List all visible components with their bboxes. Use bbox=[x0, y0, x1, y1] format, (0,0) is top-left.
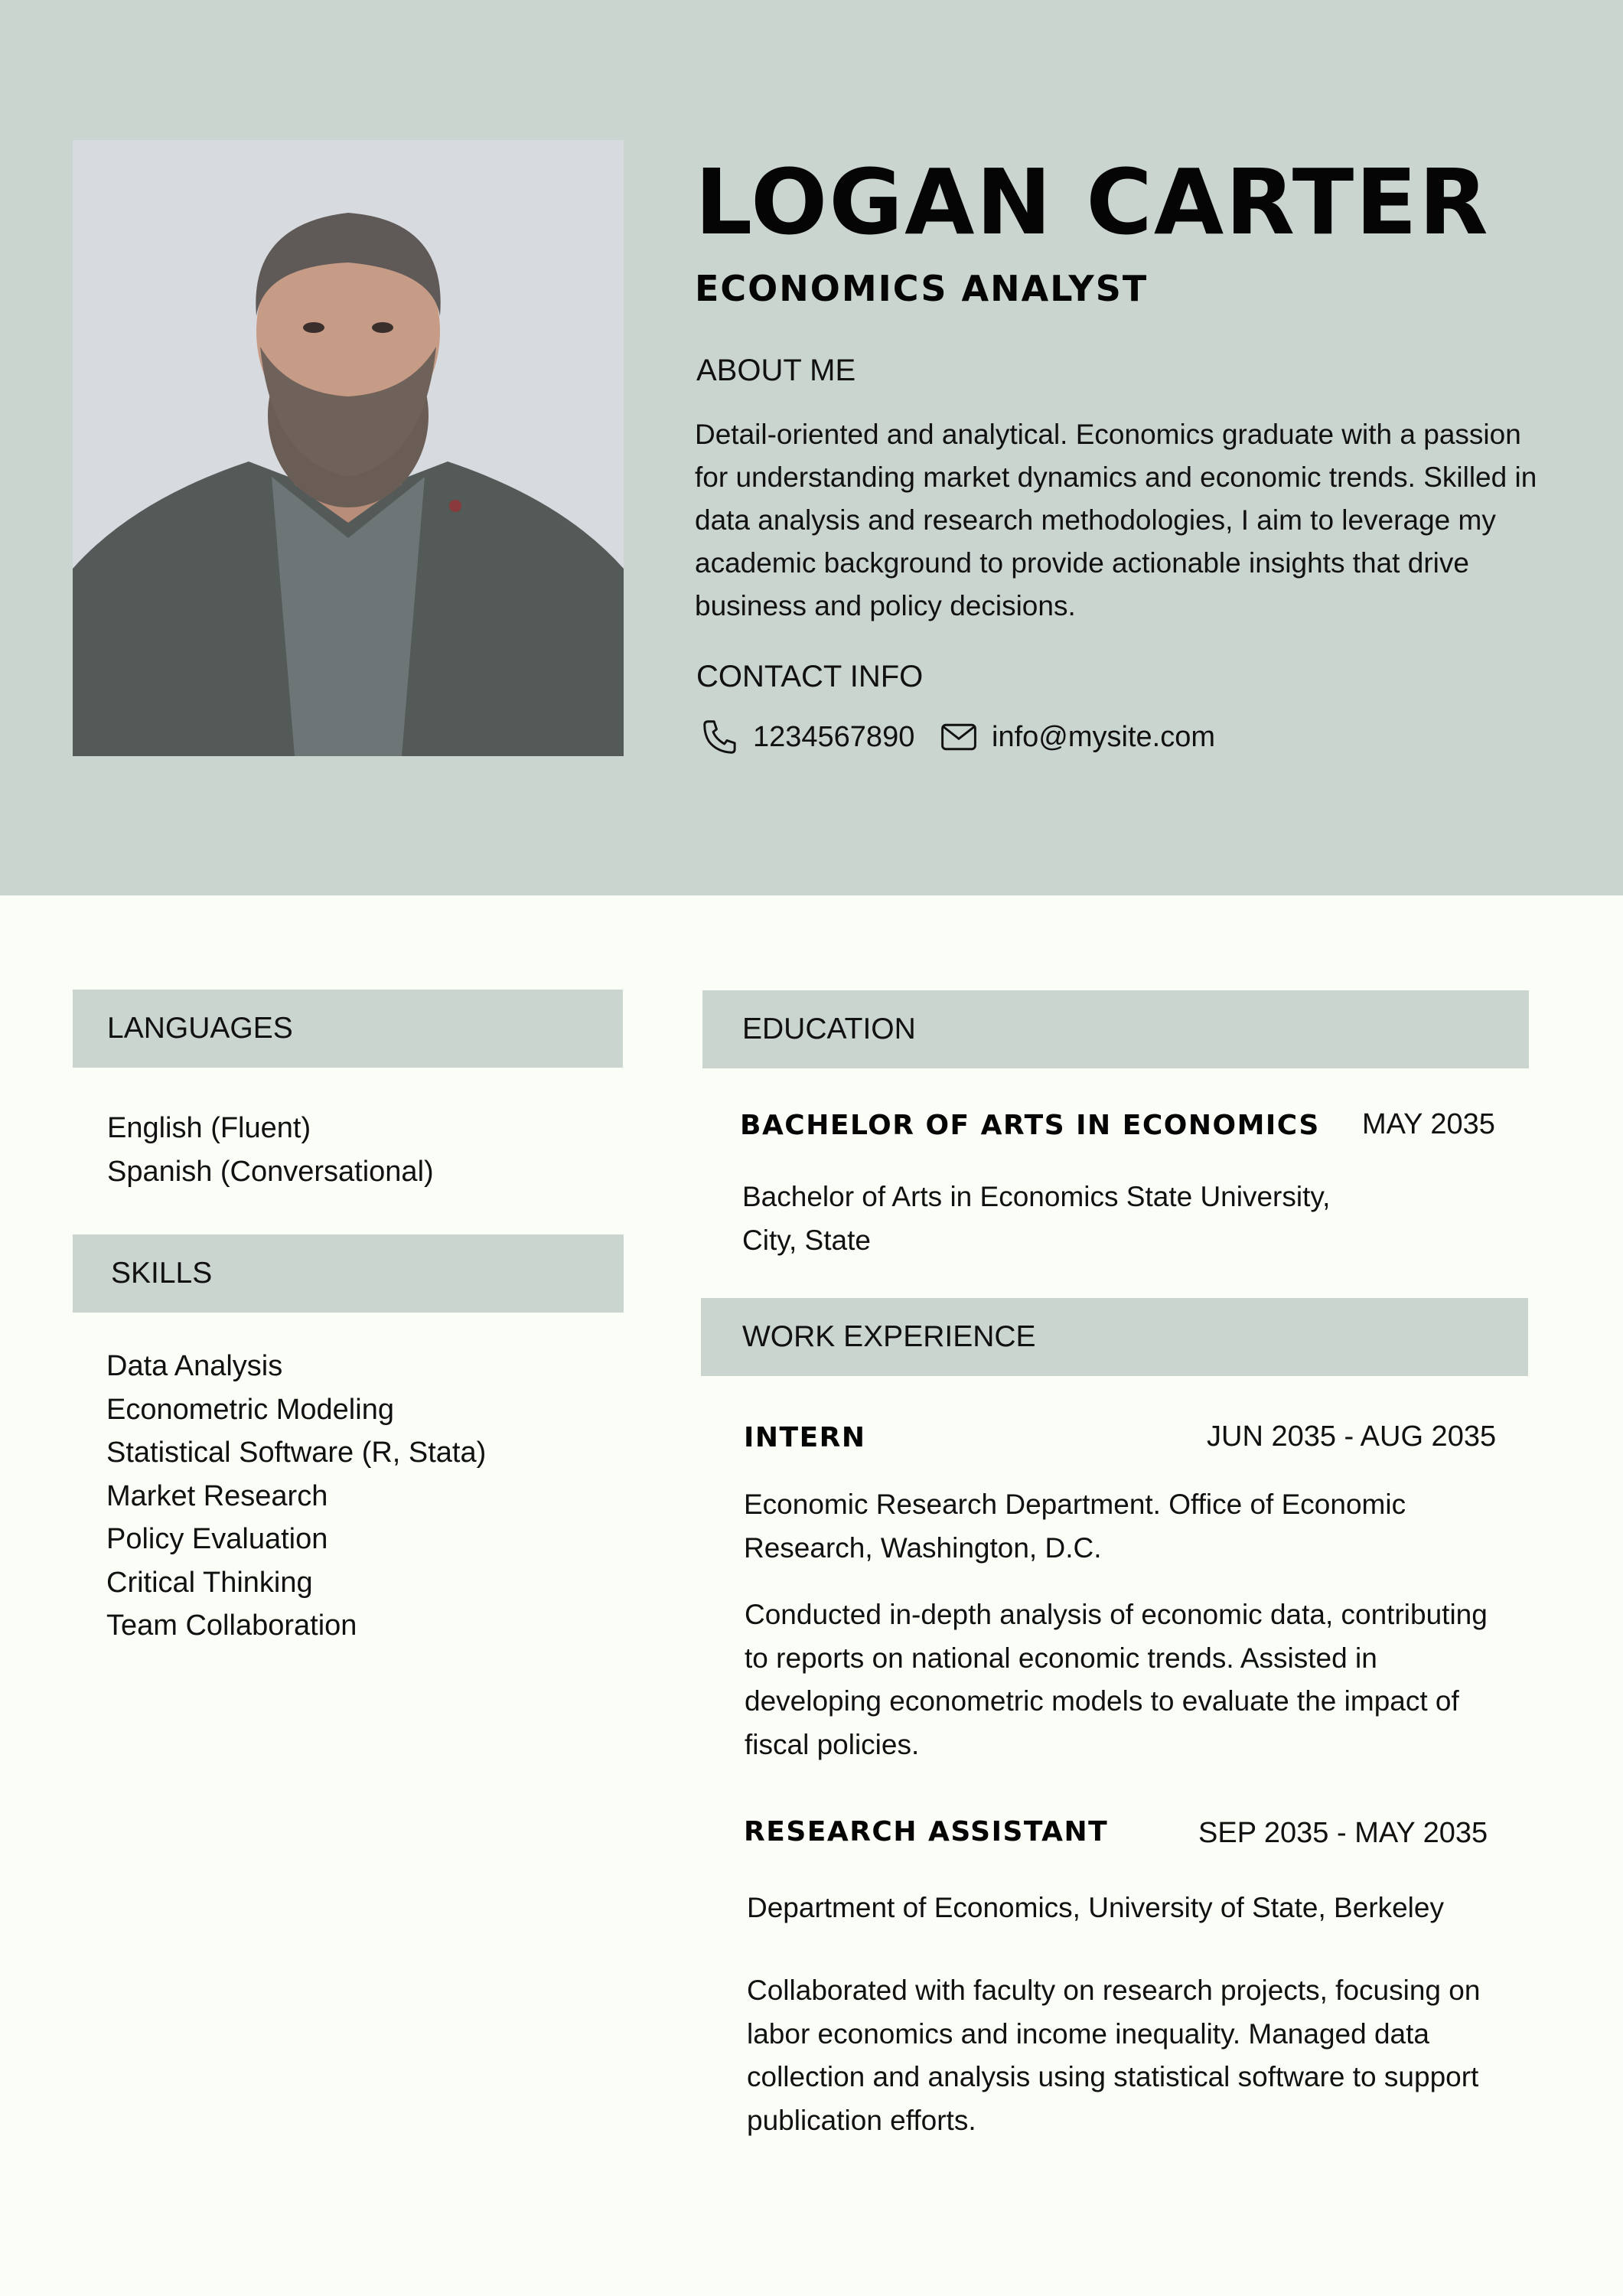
job-org-research-assistant: Department of Economics, University of State, Berkeley bbox=[747, 1892, 1444, 1923]
education-heading: EDUCATION bbox=[742, 1013, 916, 1045]
skills-heading: SKILLS bbox=[111, 1257, 213, 1290]
profile-photo bbox=[73, 140, 624, 756]
phone-contact[interactable] bbox=[699, 716, 914, 758]
degree-title: BACHELOR OF ARTS IN ECONOMICS bbox=[740, 1110, 1320, 1141]
education-bar bbox=[702, 990, 1529, 1068]
languages-heading: LANGUAGES bbox=[107, 1012, 293, 1045]
skill-item: Econometric Modeling bbox=[106, 1393, 394, 1426]
job-desc-intern: Conducted in-depth analysis of economic data, contributing to reports on national economic trends. Assisted in developing econometric models to evaluate the impact of fiscal policies. bbox=[745, 1599, 1488, 1760]
skills-list bbox=[106, 1345, 486, 1648]
skill-item: Data Analysis bbox=[106, 1350, 283, 1382]
candidate-name: LOGAN CARTER bbox=[695, 149, 1490, 255]
job-date-intern: JUN 2035 - AUG 2035 bbox=[1207, 1420, 1497, 1453]
skill-item: Statistical Software (R, Stata) bbox=[106, 1437, 487, 1469]
job-title-intern: INTERN bbox=[744, 1422, 866, 1453]
skill-item: Policy Evaluation bbox=[106, 1523, 328, 1555]
job-title: ECONOMICS ANALYST bbox=[695, 268, 1149, 309]
about-heading: ABOUT ME bbox=[696, 354, 856, 387]
job-desc-research-assistant: Collaborated with faculty on research projects, focusing on labor economics and income inequality. Managed data collection and analysis using statistical software to support publication efforts. bbox=[747, 1975, 1481, 2136]
languages-list bbox=[107, 1107, 434, 1193]
skill-item: Team Collaboration bbox=[106, 1609, 357, 1642]
skill-item: Market Research bbox=[106, 1479, 328, 1512]
job-title-research-assistant: RESEARCH ASSISTANT bbox=[744, 1816, 1109, 1848]
about-text: Detail-oriented and analytical. Economics graduate with a passion for understanding market dynamics and economic trends. Skilled in data analysis and research methodologies, I aim to leverage my academic background to provide actionable insights that drive business and policy decisions. bbox=[695, 419, 1537, 621]
degree-details: Bachelor of Arts in Economics State University, City, State bbox=[742, 1181, 1331, 1256]
phone-number: 1234567890 bbox=[753, 720, 915, 753]
work-experience-bar bbox=[701, 1298, 1528, 1376]
contact-heading: CONTACT INFO bbox=[696, 660, 924, 693]
skill-item: Critical Thinking bbox=[106, 1566, 313, 1599]
work-experience-heading: WORK EXPERIENCE bbox=[742, 1320, 1036, 1353]
degree-date: MAY 2035 bbox=[1362, 1108, 1495, 1140]
email-contact[interactable] bbox=[938, 716, 1215, 758]
languages-bar bbox=[73, 990, 623, 1068]
language-item: Spanish (Conversational) bbox=[107, 1155, 434, 1188]
envelope-icon bbox=[938, 716, 979, 758]
language-item: English (Fluent) bbox=[107, 1112, 311, 1144]
skills-bar bbox=[73, 1234, 624, 1313]
job-org-intern: Economic Research Department. Office of Economic Research, Washington, D.C. bbox=[744, 1489, 1406, 1564]
email-address: info@mysite.com bbox=[992, 720, 1215, 753]
phone-icon bbox=[699, 716, 741, 758]
job-date-research-assistant: SEP 2035 - MAY 2035 bbox=[1198, 1817, 1488, 1849]
